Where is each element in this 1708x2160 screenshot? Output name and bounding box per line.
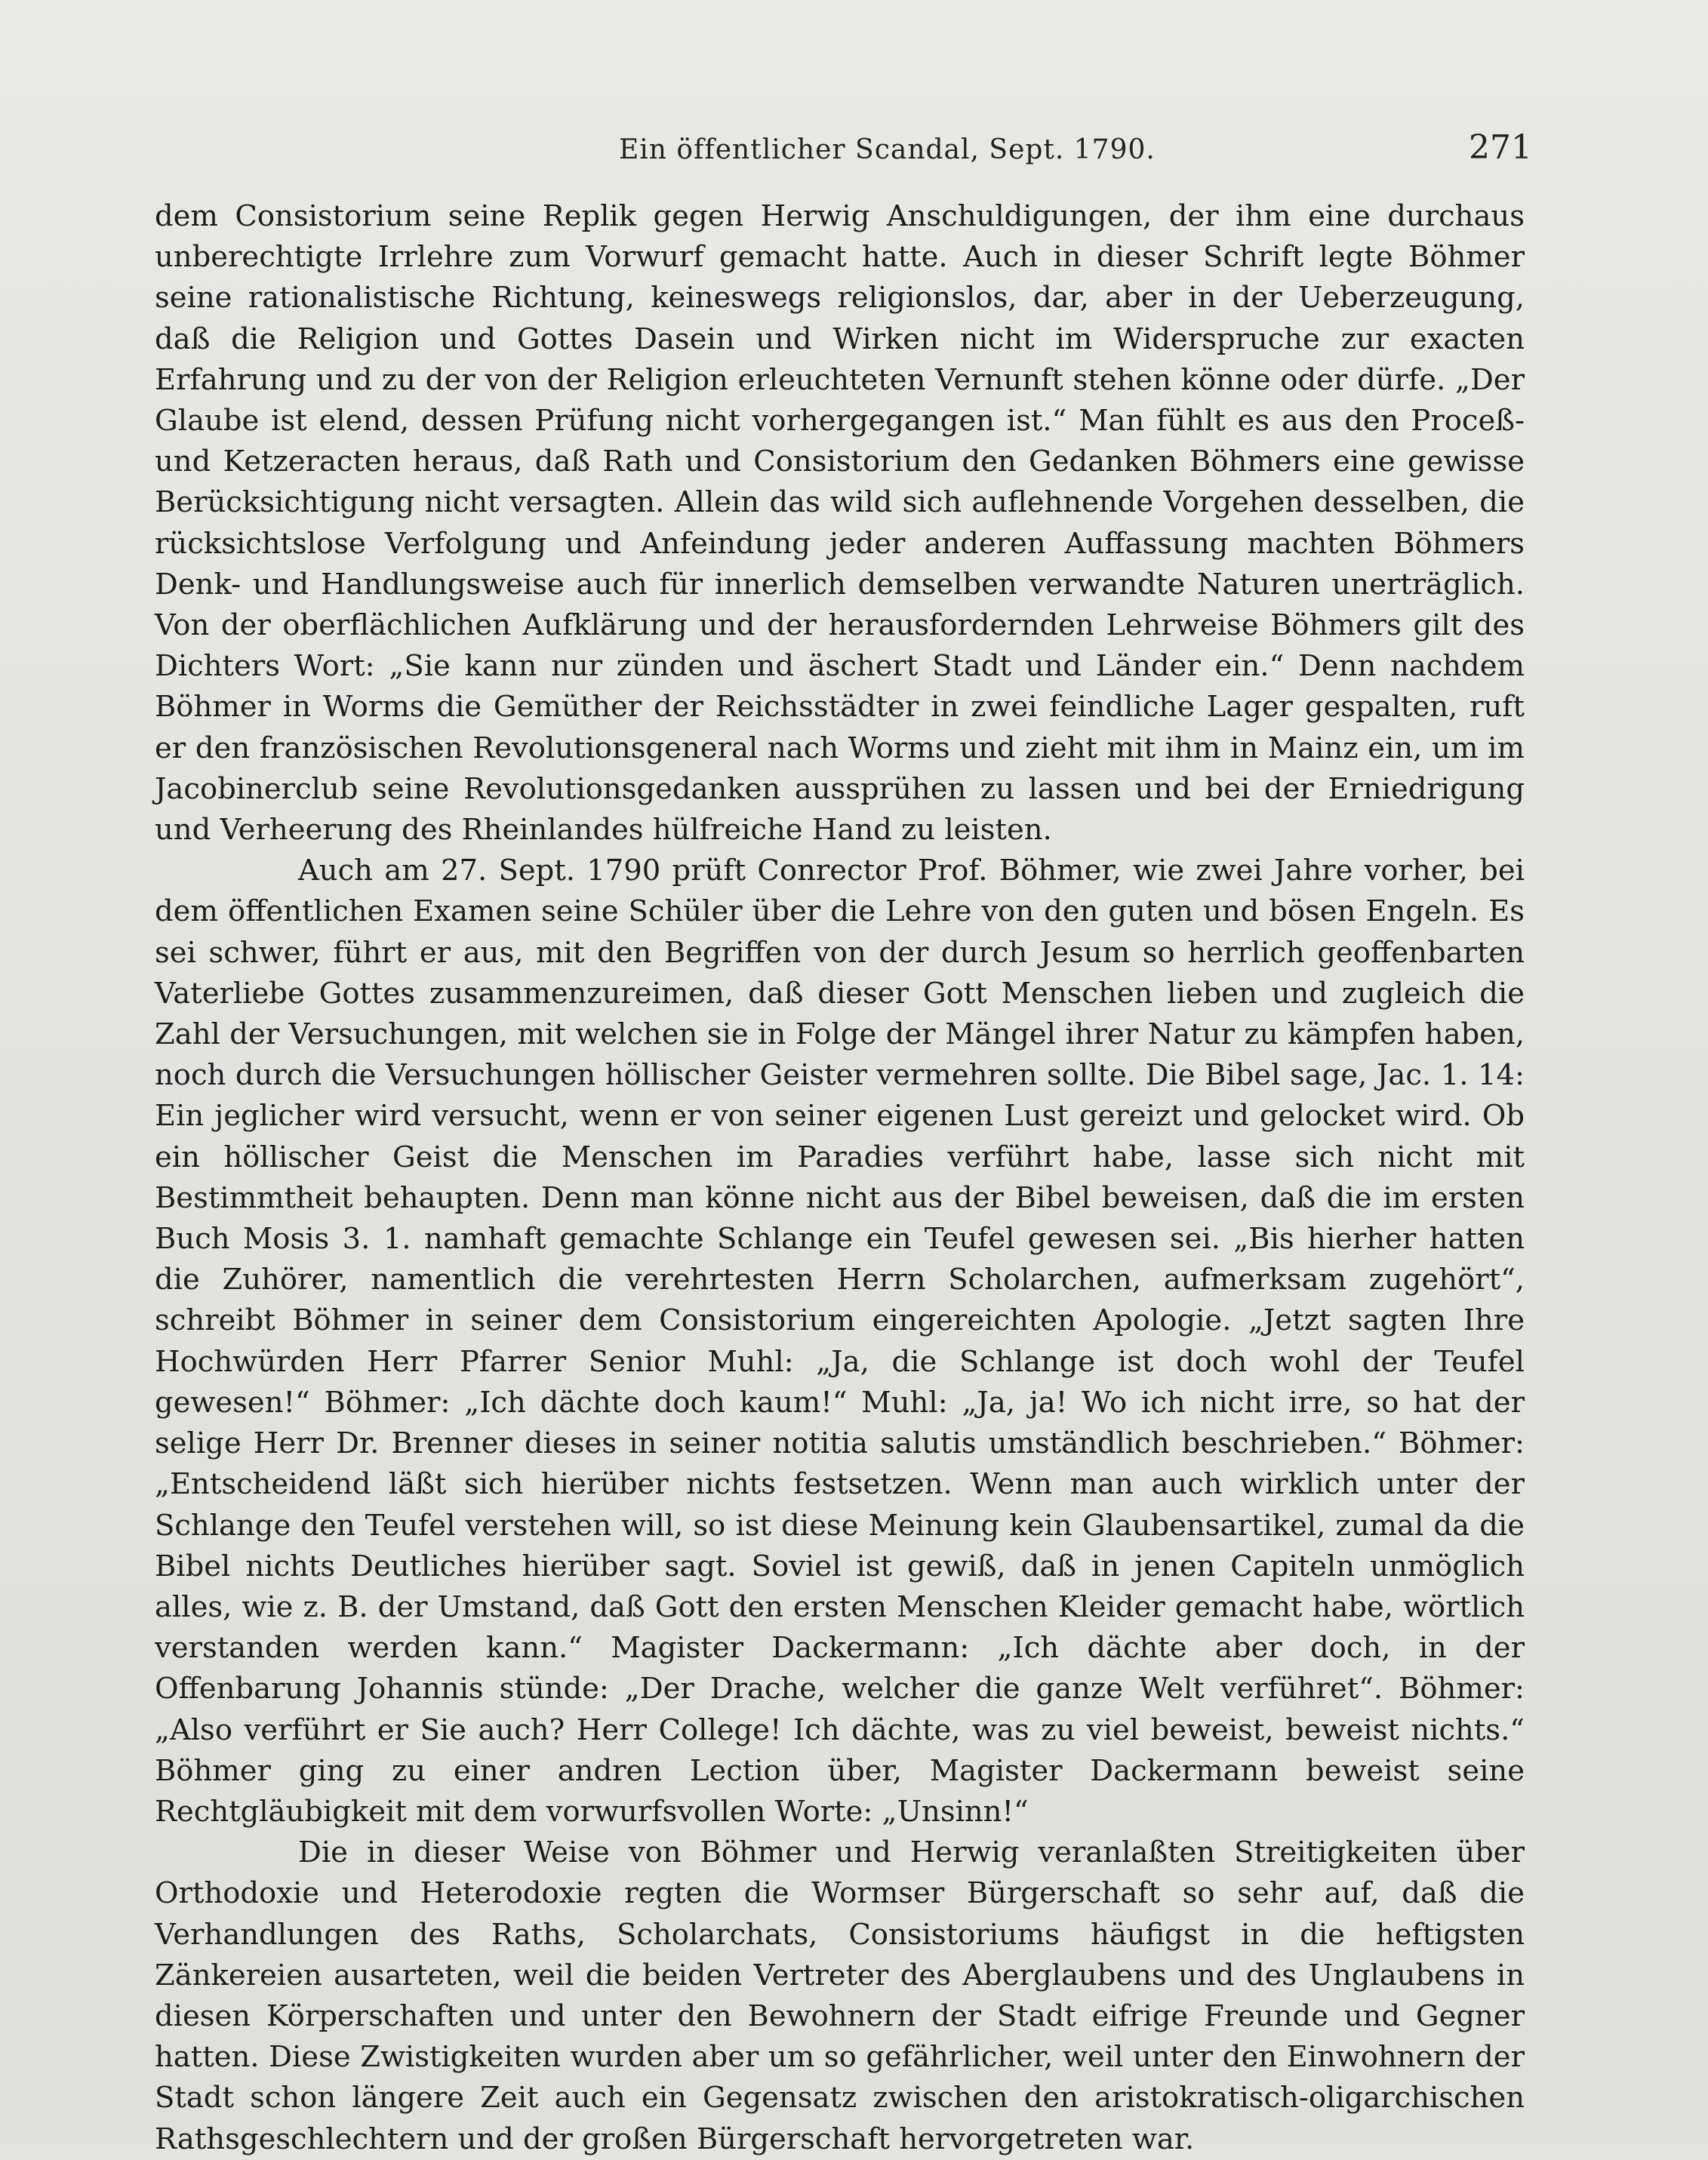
page-header (151, 128, 1532, 174)
page-number: 271 (1469, 128, 1532, 167)
paragraph-3: Die in dieser Weise von Böhmer und Herwig veranlaßten Streitigkeiten über Orthodoxie und Heterodoxie regten die Wormser Bürgerschaft so sehr auf, daß die Verhandlungen des Raths, Scholarchats, Consistoriums häufigst in die heftigsten Zänkereien ausarteten, weil die beiden Vertreter des Aberglaubens und des Unglaubens in diesen Körperschaften und unter den Bewohnern der Stadt eifrige Freunde und Gegner hatten. Diese Zwistigkeiten wurden aber um so gefährlicher, weil unter den Einwohnern der Stadt schon längere Zeit auch ein Gegensatz zwischen den aristokratisch-oligarchischen Rathsgeschlechtern und der großen Bürgerschaft hervorgetreten war. (155, 1835, 1525, 2156)
running-title: Ein öffentlicher Scandal, Sept. 1790. (619, 134, 1156, 165)
paragraph-2: Auch am 27. Sept. 1790 prüft Conrector Prof. Böhmer, wie zwei Jahre vorher, bei dem öffentlichen Examen seine Schüler über die Lehre von den guten und bösen Engeln. Es sei schwer, führt er aus, mit den Begriffen von der durch Jesum so herrlich geoffenbarten Vaterliebe Gottes zusammenzureimen, daß dieser Gott Menschen lieben und zugleich die Zahl der Versuchungen, mit welchen sie in Folge der Mängel ihrer Natur zu kämpfen haben, noch durch die Versuchungen höllischer Geister vermehren sollte. Die Bibel sage, Jac. 1. 14: Ein jeglicher wird versucht, wenn er von seiner eigenen Lust gereizt und gelocket wird. Ob ein höllischer Geist die Menschen im Paradies verführt habe, lasse sich nicht mit Bestimmtheit behaupten. Denn man könne nicht aus der Bibel beweisen, daß die im ersten Buch Mosis 3. 1. namhaft gemachte Schlange ein Teufel gewesen sei. „Bis hierher hatten die Zuhörer, namentlich die verehrtesten Herrn Scholarchen, aufmerksam zugehört“, schreibt Böhmer in seiner dem Consistorium eingereichten Apologie. „Jetzt sagten Ihre Hochwürden Herr Pfarrer Senior Muhl: „Ja, die Schlange ist doch wohl der Teufel gewesen!“ Böhmer: „Ich dächte doch kaum!“ Muhl: „Ja, ja! Wo ich nicht irre, so hat der selige Herr Dr. Brenner dieses in seiner notitia salutis umständlich beschrieben.“ Böhmer: „Entscheidend läßt sich hierüber nichts festsetzen. Wenn man auch wirklich unter der Schlange den Teufel verstehen will, so ist diese Meinung kein Glaubensartikel, zumal da die Bibel nichts Deutliches hierüber sagt. Soviel ist gewiß, daß in jenen Capiteln unmöglich alles, wie z. B. der Umstand, daß Gott den ersten Menschen Kleider gemacht habe, wörtlich verstanden werden kann.“ Magister Dackermann: „Ich dächte aber doch, in der Offenbarung Johannis stünde: „Der Drache, welcher die ganze Welt verführet“. Böhmer: „Also verführt er Sie auch? Herr College! Ich dächte, was zu viel beweist, beweist nichts.“ Böhmer ging zu einer andren Lection über, Magister Dackermann beweist seine Rechtgläubigkeit mit dem vorwurfsvollen Worte: „Unsinn!“ (155, 854, 1525, 1829)
paragraph-1: dem Consistorium seine Replik gegen Herwig Anschuldigungen, der ihm eine durchaus unberechtigte Irrlehre zum Vorwurf gemacht hatte. Auch in dieser Schrift legte Böhmer seine rationalistische Richtung, keineswegs religionslos, dar, aber in der Ueberzeugung, daß die Religion und Gottes Dasein und Wirken nicht im Widerspruche zur exacten Erfahrung und zu der von der Religion erleuchteten Vernunft stehen könne oder dürfe. „Der Glaube ist elend, dessen Prüfung nicht vorhergegangen ist.“ Man fühlt es aus den Proceß- und Ketzeracten heraus, daß Rath und Consistorium den Gedanken Böhmers eine gewisse Berücksichtigung nicht versagten. Allein das wild sich auflehnende Vorgehen desselben, die rücksichtslose Verfolgung und Anfeindung jeder anderen Auffassung machten Böhmers Denk- und Handlungsweise auch für innerlich demselben verwandte Naturen unerträglich. Von der oberflächlichen Aufklärung und der herausfordernden Lehrweise Böhmers gilt des Dichters Wort: „Sie kann nur zünden und äschert Stadt und Länder ein.“ Denn nachdem Böhmer in Worms die Gemüther der Reichsstädter in zwei feindliche Lager gespalten, ruft er den französischen Revolutionsgeneral nach Worms und zieht mit ihm in Mainz ein, um im Jacobinerclub seine Revolutionsgedanken aussprühen zu lassen und bei der Erniedrigung und Verheerung des Rheinlandes hülfreiche Hand zu leisten. (155, 199, 1525, 848)
body-text (155, 196, 1525, 2160)
